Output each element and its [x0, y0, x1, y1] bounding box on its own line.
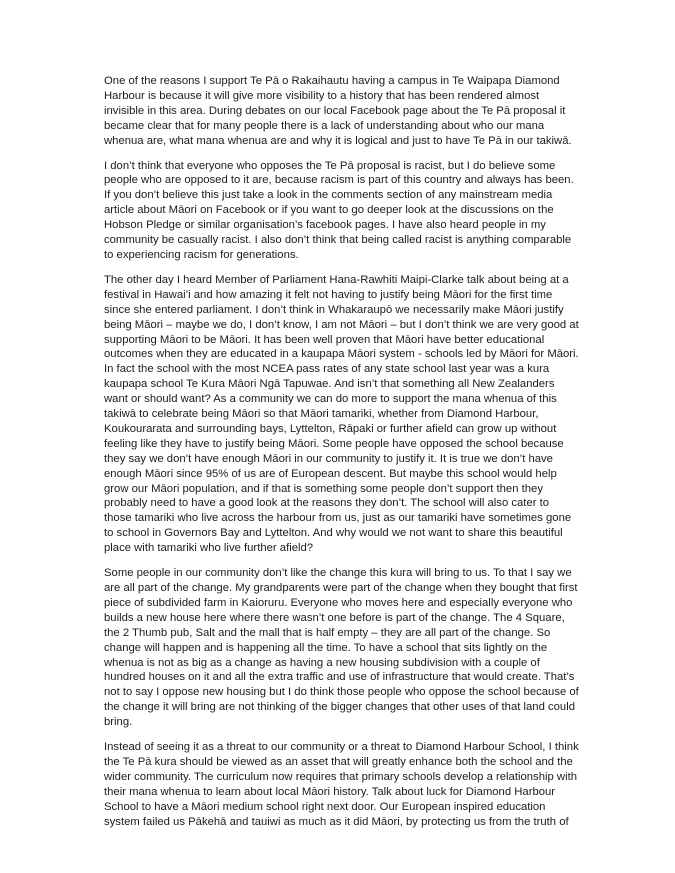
paragraph-2: I don’t think that everyone who opposes the Te Pā proposal is racist, but I do believe some people who are opposed to it are, because racism is part of this country and always has been. If you don’t believe this just take a look in the comments section of any mainstream media article about Māori on Facebook or if you want to go deeper look at the discussions on the Hobson Pledge or similar organisation’s facebook pages. I have also heard people in my community be casually racist. I also don’t think that being called racist is anything comparable to experiencing racism for generations.: [104, 159, 574, 261]
paragraph-1: One of the reasons I support Te Pā o Rakaihautu having a campus in Te Waipapa Diamond Harbour is because it will give more visibility to a history that has been rendered almost invisible in this area. During debates on our local Facebook page about the Te Pā proposal it became clear that for many people there is a lack of understanding about who our mana whenua are, what mana whenua are and why it is logical and just to have Te Pā in our takiwā.: [104, 75, 572, 147]
paragraph-3: The other day I heard Member of Parliament Hana-Rawhiti Maipi-Clarke talk about being at a festival in Hawai’i and how amazing it felt not having to justify being Māori for the first time since she entered parliament. I don’t think in Whakaraupō we necessarily make Māori justify being Māori – maybe we do, I don’t know, I am not Māori – but I don’t think we are very good at supporting Māori to be Māori. It has been well proven that Māori have better educational outcomes when they are educated in a kaupapa Māori system - schools led by Māori for Māori. In fact the school with the most NCEA pass rates of any state school last year was a kura kaupapa school Te Kura Māori Ngā Tapuwae. And isn’t that something all New Zealanders want or should want? As a community we can do more to support the mana whenua of this takiwā to celebrate being Māori so that Māori tamariki, whether from Diamond Harbour, Koukourarata and surrounding bays, Lyttelton, Rāpaki or further afield can grow up without feeling like they have to justify being Māori. Some people have opposed the school because they say we don’t have enough Māori in our community to justify it. It is true we don’t have enough Māori since 95% of us are of European descent. But maybe this school would help grow our Māori population, and if that is something some people don’t support then they probably need to have a good look at the reasons they don’t. The school will also cater to those tamariki who live across the harbour from us, just as our tamariki have sometimes gone to school in Governors Bay and Lyttelton. And why would we not want to share this beautiful place with tamariki who live further afield?: [104, 273, 579, 555]
paragraph-5: Instead of seeing it as a threat to our community or a threat to Diamond Harbour School, I think the Te Pā kura should be viewed as an asset that will greatly enhance both the school and the wider community. The curriculum now requires that primary schools develop a relationship with their mana whenua to learn about local Māori history. Talk about luck for Diamond Harbour School to have a Māori medium school right next door. Our European inspired education system failed us Pākehā and tauiwi as much as it did Māori, by protecting us from the truth of: [104, 741, 579, 828]
paragraph-4: Some people in our community don’t like the change this kura will bring to us. To that I say we are all part of the change. My grandparents were part of the change when they bought that first piece of subdivided farm in Kaioruru. Everyone who moves here and especially everyone who builds a new house here where there wasn’t one before is part of the change. The 4 Square, the 2 Thumb pub, Salt and the mall that is half empty – they are all part of the change. So change will happen and is happening all the time. To have a school that sits lightly on the whenua is not as big as a change as having a new housing subdivision with a couple of hundred houses on it and all the extra traffic and use of infrastructure that would create. That’s not to say I oppose new housing but I do think those people who oppose the school because of the change it will bring are not thinking of the bigger changes that other uses of that land could bring.: [104, 567, 579, 729]
